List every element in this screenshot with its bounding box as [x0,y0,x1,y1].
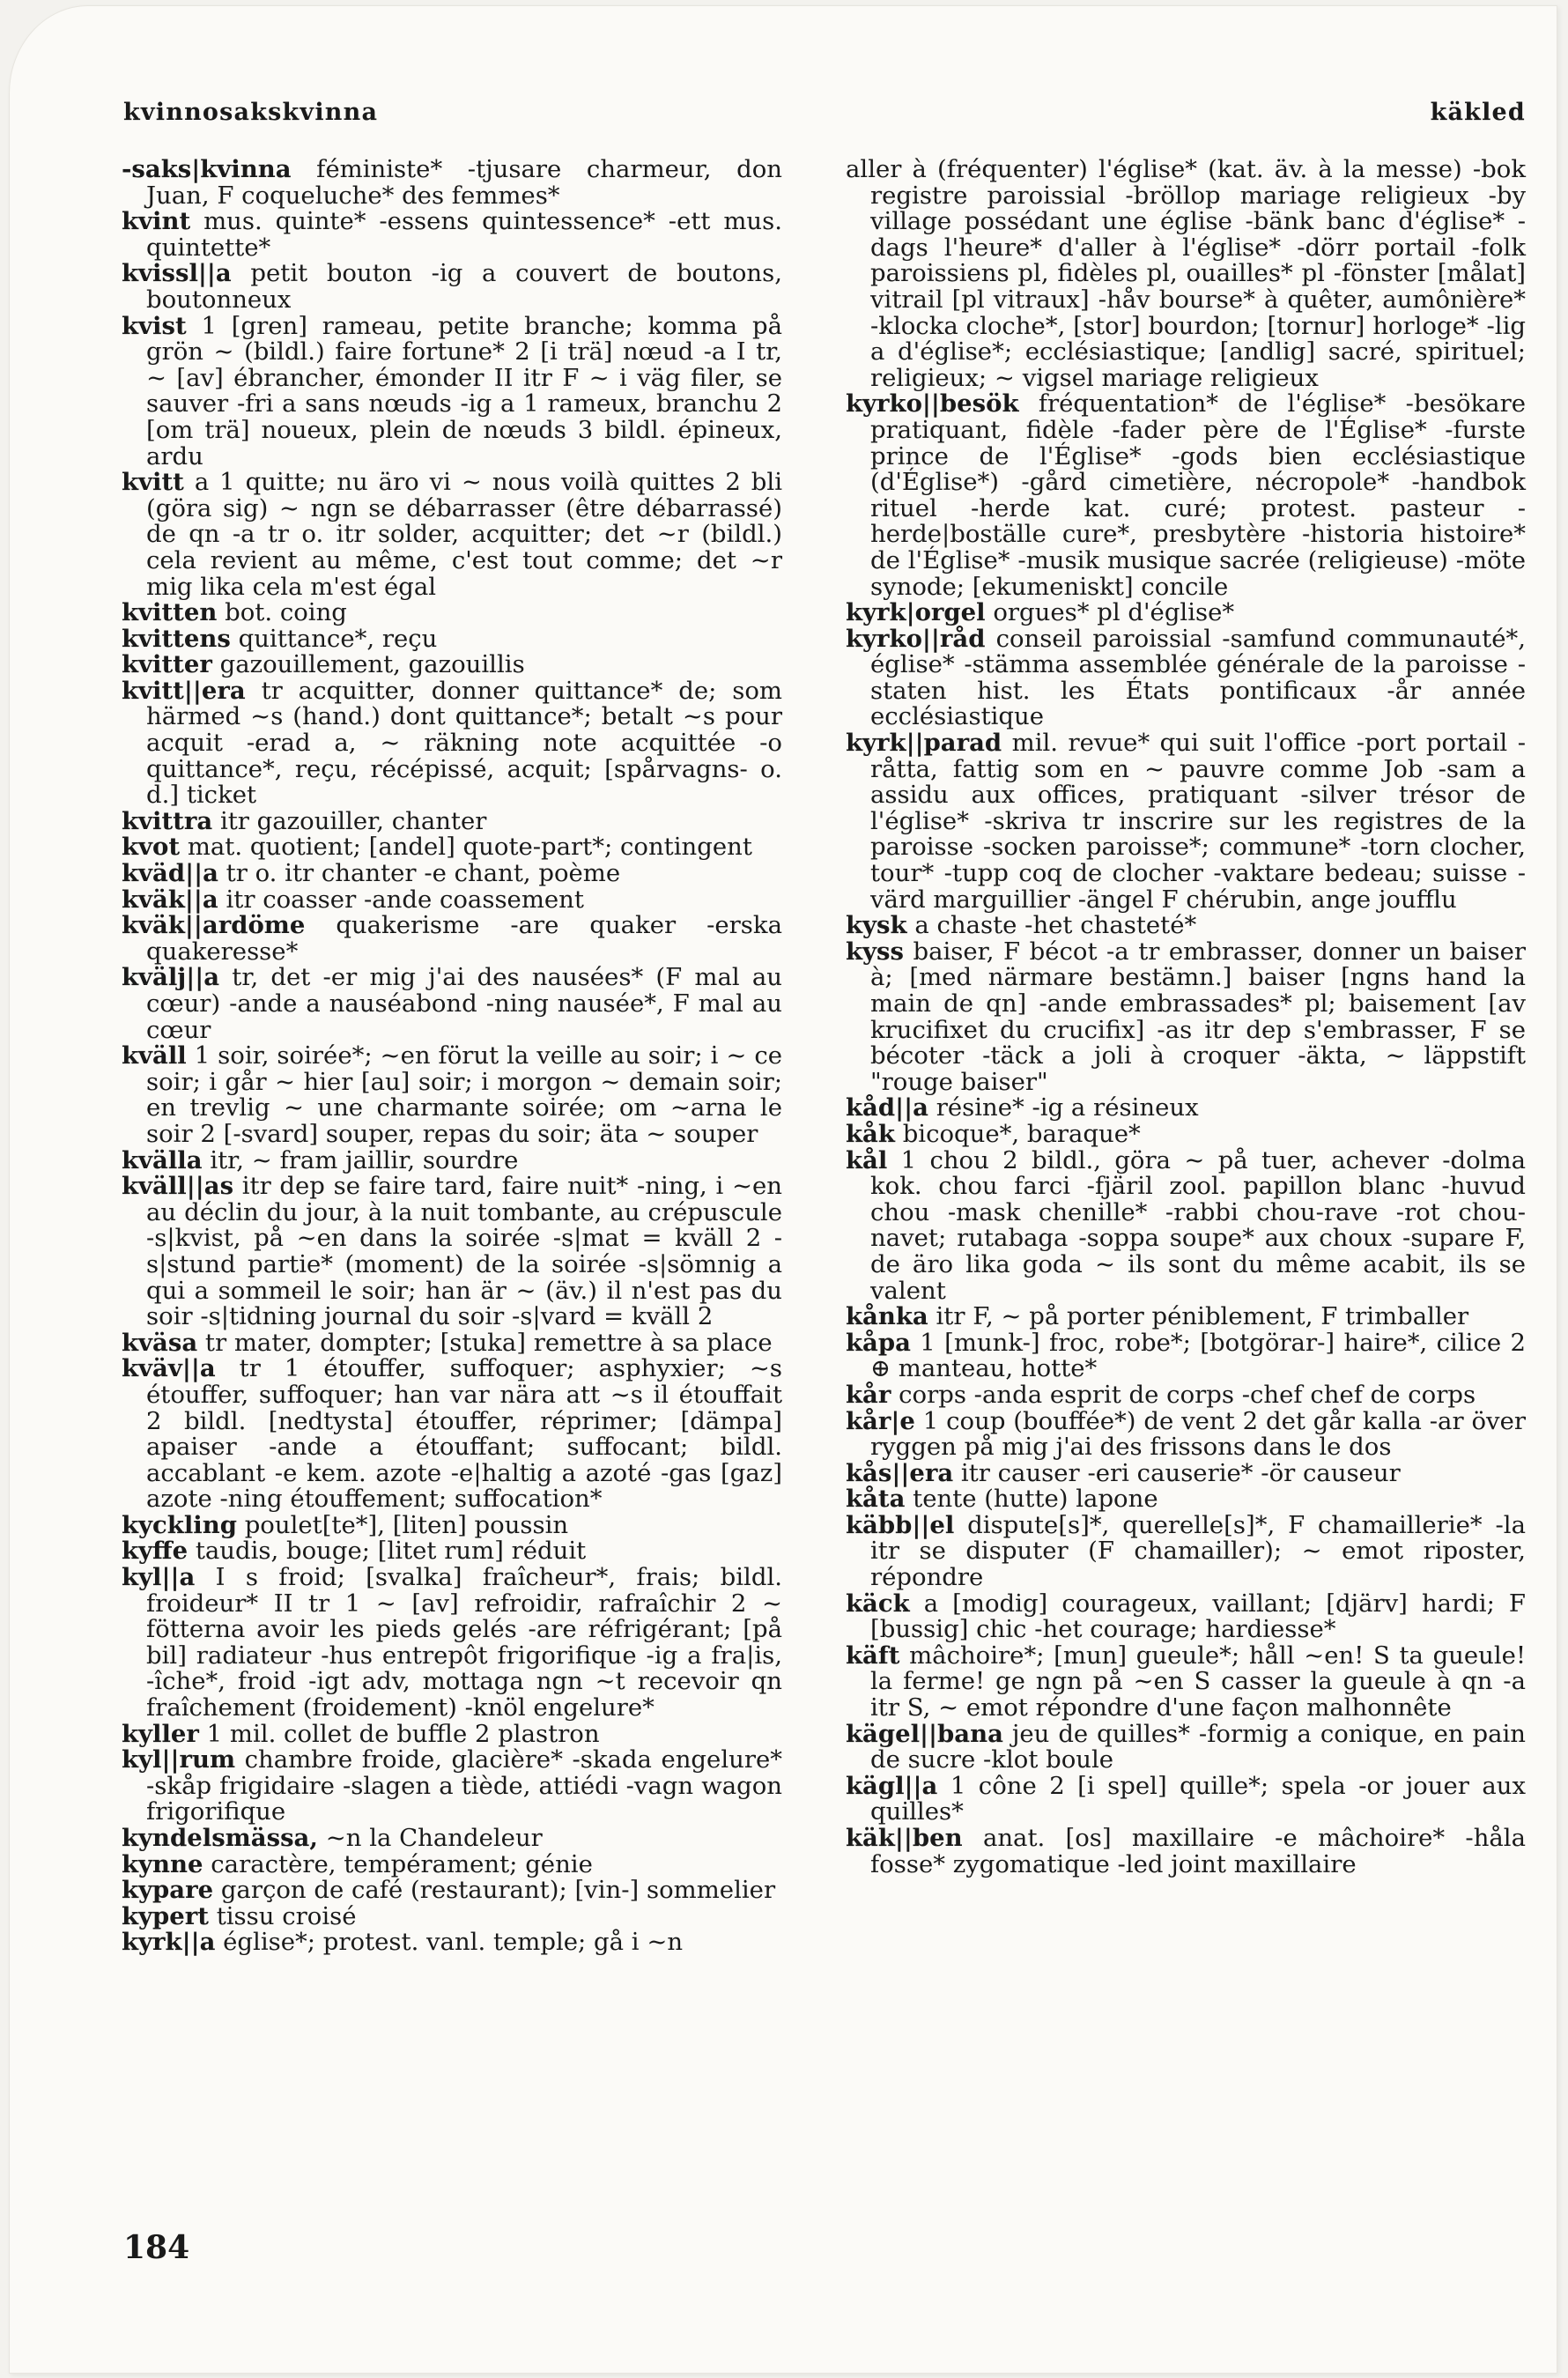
definition: féministe* -tjusare charmeur, don Juan, F coqueluche* des femmes* [146,155,790,210]
definition: église*; protest. vanl. temple; gå i ~n [223,1928,684,1957]
definition: 1 soir, soirée*; ~en förut la veille au soir; i ~ ce soir; i går ~ hier [au] soir; i morgon ~ demain soir; en trevlig ~ une charmante soirée; om ~arna le soir 2 [-svard] souper, repas du soir; äta ~ souper [146,1041,790,1148]
definition: aller à (fréquenter) l'église* (kat. äv. à la messe) -bok registre paroissial -bröllop mariage religieux -by village possédant une église -bänk banc d'église* -dags l'heure* d'aller à l'église* -dörr portail -folk paroissiens pl, fidèles pl, ouailles* pl -fönster [målat] vitrail [pl vitraux] -håv bourse* à quêter, aumônière* -klocka cloche*, [stor] bourdon; [tornur] horloge* -lig a d'église*; ecclésiastique; [andlig] sacré, spirituel; religieux; ~ vigsel mariage religieux [846,155,1534,392]
headword: -saks|kvinna [122,155,292,183]
headword: käk||ben [846,1824,963,1852]
definition: chambre froide, glacière* -skada engelure* -skåp frigidaire -slagen a tiède, attiédi -vagn wagon frigorifique [146,1745,790,1826]
dictionary-entry [846,1145,1534,1305]
dictionary-entry [846,1458,1526,1487]
dictionary-entry [122,155,790,210]
definition: tissu croisé [216,1901,357,1930]
headword: kvitten [122,598,218,627]
dictionary-entry [846,1771,1534,1826]
dictionary-entry [122,676,790,810]
dictionary-entry [846,1382,1526,1409]
dictionary-entry [122,1041,790,1148]
headword: kvälj||a [122,963,220,992]
dictionary-entry [122,1901,782,1930]
definition: bot. coing [225,598,347,627]
left-column [122,155,790,1957]
definition: 1 coup (bouffée*) de vent 2 det går kalla -ar över ryggen på mig j'ai des frissons dans le dos [870,1406,1534,1462]
definition: a 1 quitte; nu äro vi ~ nous voilà quittes 2 bli (göra sig) ~ ngn se débarrasser (être débarrassé) de qn -a tr o. itr solder, acquitter; det ~r (bildl.) cela revient au même, c'est tout comme; det ~r mig lika cela m'est égal [146,468,790,601]
dictionary-entry [122,1145,782,1174]
dictionary-entry [122,1849,782,1878]
headword: kvitt [122,468,184,497]
dictionary-entry [846,913,1526,939]
dictionary-entry [122,311,790,470]
dictionary-entry [846,1719,1534,1774]
definition: quittance*, reçu [238,624,438,653]
definition: itr coasser -ande coassement [226,885,584,914]
definition: dispute[s]*, querelle[s]*, F chamaillerie* -la itr se disputer (F chamailler); ~ emot riposter, répondre [870,1510,1534,1592]
dictionary-entry [122,600,782,626]
dictionary-entry [846,1406,1534,1462]
definition: 1 chou 2 bildl., göra ~ på tuer, achever -dolma kok. chou farci -fjäril zool. papillon blanc -huvud chou -mask chenille* -rabbi chou-rave -rot chou-navet; rutabaga -soppa soupe* aux choux -supare F, de äro lika goda ~ ils sont du même acabit, ils se valent [870,1145,1534,1305]
headword: kåta [846,1485,906,1514]
dictionary-entry [122,911,790,966]
definition: itr causer -eri causerie* -ör causeur [960,1458,1401,1487]
dictionary-entry [122,207,790,262]
definition: conseil paroissial -samfund communauté*, église* -stämma assemblée générale de la paroisse -staten hist. les États pontificaux -år année ecclésiastique [870,624,1534,731]
definition: quakerisme -are quaker -erska quakeresse* [146,911,790,966]
headword: kvittens [122,624,231,653]
definition: jeu de quilles* -formig a conique, en pain de sucre -klot boule [870,1719,1534,1774]
headword: kväll||as [122,1172,234,1201]
dictionary-entry [846,600,1526,626]
headword: kvitt||era [122,676,246,705]
headword: kägl||a [846,1771,938,1800]
headword: kypare [122,1876,214,1905]
definition: résine* -ig a résineux [936,1093,1199,1122]
headword: kår|e [846,1406,915,1435]
definition: tr 1 étouffer, suffoquer; asphyxier; ~s étouffer, suffoquer; han var nära att ~s il étouffait 2 bildl. [nedtysta] étouffer, réprimer; [dämpa] apaiser -ande a étouffant; suffocant; bildl. accablant -e kem. azote -e|haltig a azoté -gas [gaz] azote -ning étouffement; suffocation* [146,1354,790,1514]
definition: 1 [gren] rameau, petite branche; komma på grön ~ (bildl.) faire fortune* 2 [i trä] nœud -a I tr, ~ [av] ébrancher, émonder II itr F ~ i väg filer, se sauver -fri a sans nœuds -ig a 1 rameux, branchu 2 [om trä] noueux, plein de nœuds 3 bildl. épineux, ardu [146,311,790,470]
headword: käft [846,1641,900,1670]
dictionary-entry [846,1824,1534,1878]
headword: kyl||rum [122,1745,236,1774]
headword: kyndelsmässa, [122,1824,318,1852]
dictionary-entry [122,1930,782,1956]
headword: kåk [846,1119,895,1148]
definition: a chaste -het chasteté* [914,911,1197,940]
definition: mat. quotient; [andel] quote-part*; contingent [187,833,752,862]
headword: kyl||a [122,1563,196,1592]
page-number: 184 [123,2229,190,2266]
headword: kyrk|orgel [846,598,986,627]
dictionary-entry [122,259,790,314]
dictionary-entry [122,1354,790,1514]
dictionary-entry [122,1538,782,1565]
headword: kväd||a [122,859,218,888]
definition: gazouillement, gazouillis [219,650,525,679]
dictionary-entry [122,1878,782,1904]
dictionary-entry [122,1563,790,1722]
definition: orgues* pl d'église* [993,598,1235,627]
dictionary-entry [846,155,1534,392]
dictionary-entry [846,1641,1534,1722]
definition: corps -anda esprit de corps -chef chef de corps [899,1380,1476,1409]
definition: tr o. itr chanter -e chant, poème [226,859,621,888]
definition: 1 [munk-] froc, robe*; [botgörar-] haire*, cilice 2 ⊕ manteau, hotte* [870,1328,1534,1383]
dictionary-entry [122,1826,782,1852]
headword: kyrk||parad [846,729,1002,758]
dictionary-entry [122,1510,782,1539]
definition: itr dep se faire tard, faire nuit* -ning, i ~en au déclin du jour, à la nuit tombante, au crépuscule -s|kvist, på ~en dans la soirée -s|mat = kväll 2 -s|stund partie* (moment) de la soirée -s|sömnig a qui a sommeil le soir; han är ~ (äv.) il n'est pas du soir -s|tidning journal du soir -s|vard = kväll 2 [146,1172,790,1331]
headword: kyller [122,1719,199,1748]
dictionary-entry [122,887,782,914]
dictionary-entry [122,1745,790,1826]
headword: kvittra [122,806,213,835]
definition: caractère, tempérament; génie [211,1849,593,1878]
dictionary-entry [122,1172,790,1331]
definition: mâchoire*; [mun] gueule*; håll ~en! S ta gueule! la ferme! ge ngn på ~en S casser la gueule à qn -a itr S, ~ emot répondre d'une façon malhonnête [870,1641,1534,1722]
right-column [846,155,1534,1878]
definition: tr acquitter, donner quittance* de; som härmed ~s (hand.) dont quittance*; betalt ~s pour acquit -erad a, ~ räkning note acquittée -o quittance*, reçu, récépissé, acquit; [spårvagns- o. d.] ticket [146,676,790,810]
headword: kvissl||a [122,259,232,288]
headword: kypert [122,1901,209,1930]
definition: tr, det -er mig j'ai des nausées* (F mal au cœur) -ande a nauséabond -ning nausée*, F mal au cœur [146,963,790,1044]
dictionary-entry [846,1510,1534,1592]
definition: 1 mil. collet de buffle 2 plastron [206,1719,600,1748]
dictionary-entry [846,1589,1534,1644]
definition: poulet[te*], [liten] poussin [244,1510,569,1539]
headword: kyrk||a [122,1928,216,1957]
dictionary-entry [122,963,790,1044]
definition: a [modig] courageux, vaillant; [djärv] hardi; F [bussig] chic -het courage; hardiesse* [870,1589,1534,1644]
headword: kväll [122,1041,187,1070]
headword: kynne [122,1849,203,1878]
dictionary-entry [122,1330,782,1357]
headword: kåd||a [846,1093,928,1122]
headword: kväsa [122,1328,198,1357]
headword: kyrko||besök [846,389,1019,419]
headword: kyffe [122,1537,189,1566]
definition: anat. [os] maxillaire -e mâchoire* -håla fosse* zygomatique -led joint maxillaire [870,1824,1534,1878]
headword: käbb||el [846,1510,955,1539]
definition: tente (hutte) lapone [913,1485,1158,1514]
definition: ~n la Chandeleur [325,1824,543,1852]
dictionary-entry [846,937,1534,1096]
headword: kyckling [122,1510,237,1539]
headword: kyss [846,937,904,966]
definition: itr gazouiller, chanter [219,806,487,835]
definition: itr F, ~ på porter péniblement, F trimballer [936,1302,1469,1331]
headword: kåpa [846,1328,911,1357]
running-head-right: käkled [1430,99,1526,126]
dictionary-entry [846,1119,1526,1148]
definition: bicoque*, baraque* [902,1119,1141,1148]
headword: kål [846,1145,888,1174]
definition: taudis, bouge; [litet rum] réduit [195,1537,587,1566]
running-head-left: kvinnosakskvinna [123,99,379,126]
headword: kvint [122,207,191,236]
definition: baiser, F bécot -a tr embrasser, donner un baiser à; [med närmare bestämn.] baiser [ngns hand la main de qn] -ande embrassades* pl; baisement [av krucifixet du crucifix] -as itr dep s'embrasser, F se bécoter -täck a joli à croquer -äkta, ~ läppstift "rouge baiser" [870,937,1534,1096]
headword: kår [846,1380,891,1409]
headword: käck [846,1589,910,1618]
definition: tr mater, dompter; [stuka] remettre à sa place [204,1328,773,1357]
definition: itr, ~ fram jaillir, sourdre [210,1145,519,1174]
definition: garçon de café (restaurant); [vin-] sommelier [220,1876,776,1905]
dictionary-entry [122,834,782,861]
dictionary-entry [846,1095,1526,1122]
dictionary-entry [846,1304,1526,1330]
definition: mil. revue* qui suit l'office -port portail -råtta, fattig som en ~ pauvre comme Job -sam a assidu aux offices, pratiquant -silver trésor de l'église* -skriva tr inscrire sur les registres de la paroisse -socken paroisse*; commune* -torn clocher, tour* -tupp coq de clocher -vaktare bedeau; suisse -värd marguillier -ängel F chérubin, ange joufflu [870,729,1534,914]
dictionary-entry [846,1328,1534,1383]
dictionary-entry [846,624,1534,731]
headword: kysk [846,911,907,940]
dictionary-entry [122,1719,782,1748]
headword: kägel||bana [846,1719,1003,1748]
headword: kyrko||råd [846,624,986,653]
dictionary-entry [122,861,782,887]
dictionary-entry [122,626,782,653]
headword: kväk||a [122,885,218,914]
headword: kånka [846,1302,928,1331]
dictionary-entry [846,1486,1526,1513]
dictionary-entry [122,652,782,678]
headword: kvot [122,833,181,862]
headword: kväk||ardöme [122,911,306,940]
headword: kås||era [846,1458,954,1487]
dictionary-entry [122,806,782,835]
dictionary-entry [122,468,790,601]
definition: mus. quinte* -essens quintessence* -ett mus. quintette* [146,207,790,262]
headword: kvälla [122,1145,203,1174]
definition: fréquentation* de l'église* -besökare pratiquant, fidèle -fader père de l'Église* -furste prince de l'Église* -gods bien ecclésiastique (d'Église*) -gård cimetière, nécropole* -handbok rituel -herde kat. curé; protest. pasteur -herde|boställe cure*, presbytère -historia histoire* de l'Église* -musik musique sacrée (religieuse) -möte synode; [ekumeniskt] concile [870,389,1534,601]
definition: 1 cône 2 [i spel] quille*; spela -or jouer aux quilles* [870,1771,1534,1826]
headword: kväv||a [122,1354,216,1383]
definition: I s froid; [svalka] fraîcheur*, frais; bildl. froideur* II tr 1 ~ [av] refroidir, rafraîchir 2 ~ fötterna avoir les pieds gelés -are réfrigérant; [på bil] radiateur -hus entrepôt frigorifique -ig a fra|is, -îche*, froid -igt adv, mottaga ngn ~t recevoir qn fraîchement (froidement) -knöl engelure* [146,1563,790,1722]
definition: petit bouton -ig a couvert de boutons, boutonneux [146,259,790,314]
dictionary-entry [846,729,1534,914]
dictionary-entry [846,389,1534,601]
headword: kvist [122,311,187,340]
headword: kvitter [122,650,212,679]
